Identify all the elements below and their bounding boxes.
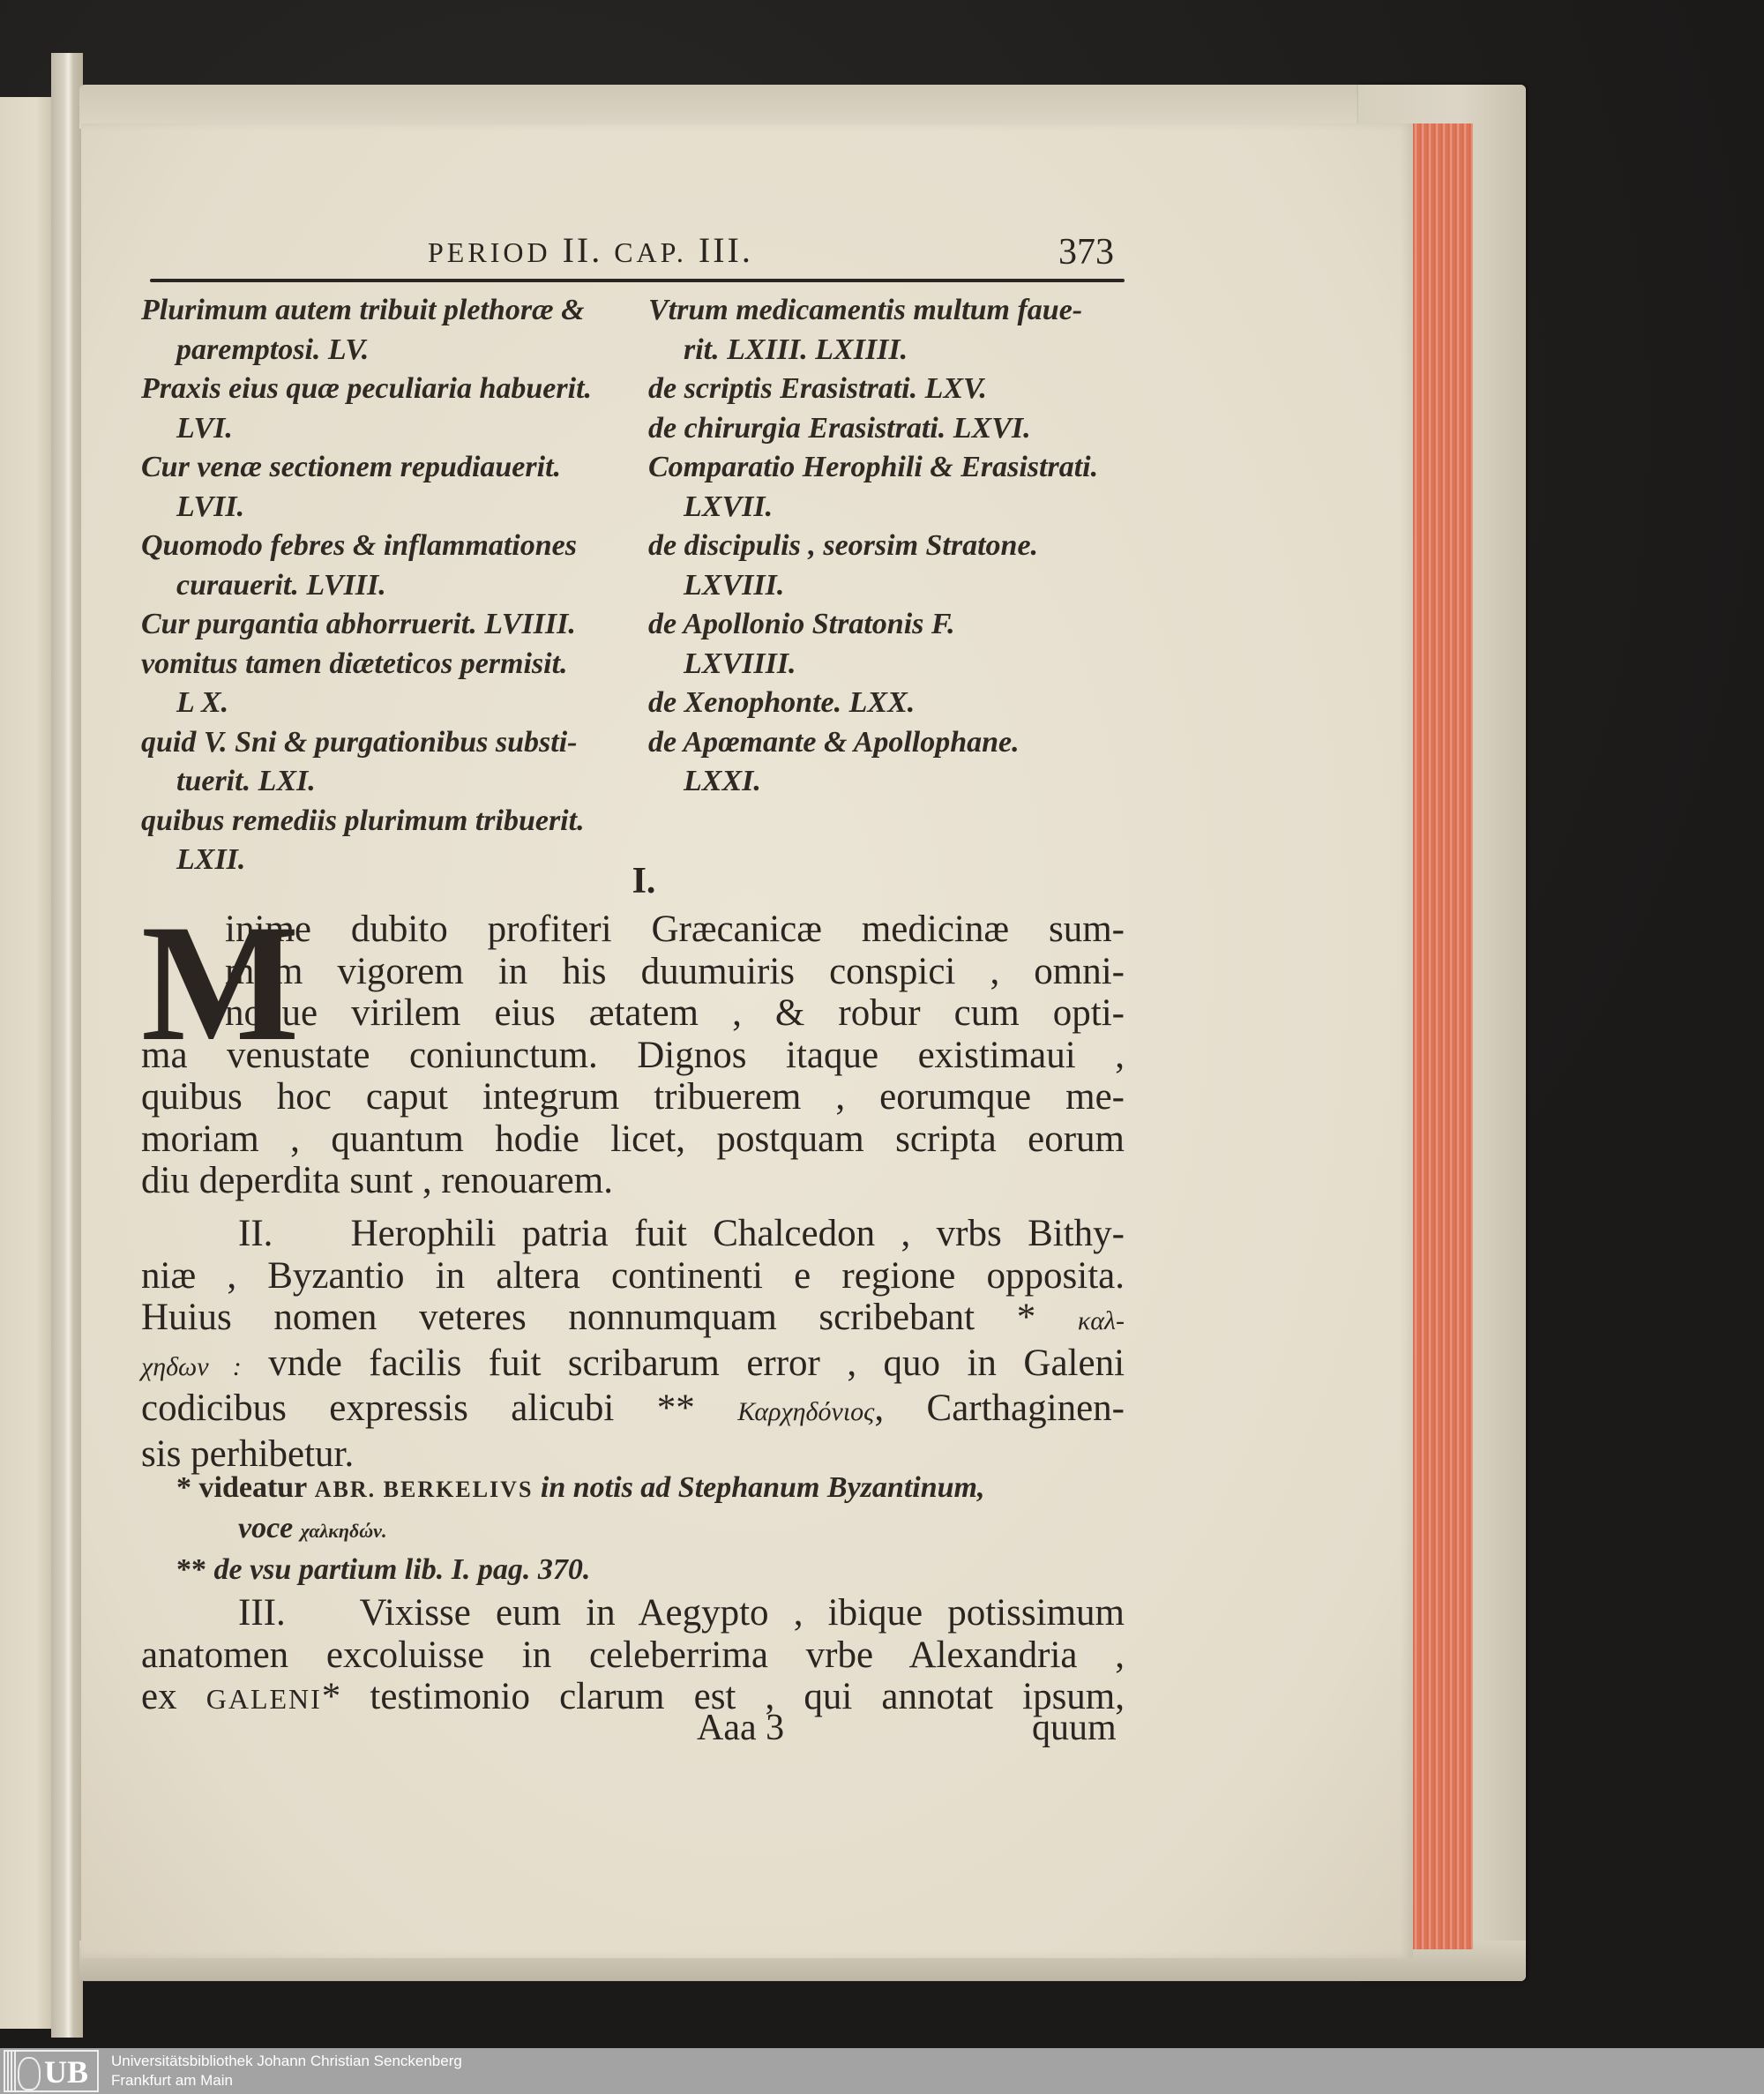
running-head-period: PERIOD: [428, 236, 551, 268]
text-span: Herophili patria fuit Chalcedon , vrbs Bithy-: [350, 1213, 1125, 1254]
contents-line: LXVIIII.: [684, 647, 796, 680]
contents-line: de scriptis Erasistrati. LXV.: [648, 372, 987, 405]
footnote-mark: **: [176, 1553, 206, 1586]
header-rule: [150, 279, 1125, 282]
contents-line: Plurimum autem tribuit plethoræ &: [141, 294, 585, 326]
contents-line: de Apœmante & Apollophane.: [648, 725, 1020, 759]
contents-line: Cur purgantia abhorruerit. LVIIII.: [141, 608, 576, 640]
text-span: * testimonio clarum est , qui annotat ipsum,: [321, 1676, 1125, 1717]
paragraph-1: [141, 891, 1125, 1202]
contents-line: curauerit. LVIII.: [176, 568, 386, 602]
contents-line: rit. LXIII. LXIIII.: [684, 333, 908, 366]
greek-word: χαλκηδών.: [300, 1520, 387, 1542]
text-line: anatomen excoluisse in celeberrima vrbe Alexandria ,: [141, 1634, 1125, 1676]
contents-line: tuerit. LXI.: [176, 765, 316, 797]
contents-line: LVII.: [176, 490, 245, 523]
contents-line: LXXI.: [684, 765, 761, 797]
text-line: moriam , quantum hodie licet, postquam scripta eorum: [141, 1118, 1125, 1160]
library-name: Universitätsbibliothek Johann Christian Senckenberg: [111, 2053, 462, 2069]
page-number: 373: [1058, 232, 1114, 273]
contents-line: de Apollonio Stratonis F.: [648, 608, 955, 640]
contents-entry: [648, 291, 1129, 370]
contents-line: LXII.: [176, 843, 246, 876]
contents-entry: [141, 605, 631, 645]
text-span: videatur: [198, 1471, 308, 1504]
contents-line: vomitus tamen diæteticos permisit.: [141, 647, 568, 680]
drop-cap: M: [141, 891, 300, 1076]
contents-entry: [141, 527, 631, 605]
contents-entry: [648, 409, 1129, 449]
author-name: ABR. BERKELIVS: [314, 1477, 534, 1502]
running-head: [428, 229, 753, 271]
contents-entry: [648, 684, 1129, 723]
contents-line: L X.: [176, 686, 229, 719]
paragraph-2: [141, 1213, 1125, 1475]
contents-line: de discipulis , seorsim Stratone.: [648, 529, 1039, 562]
footnote-2: [176, 1551, 984, 1589]
contents-entry: [648, 448, 1129, 527]
text-line: quibus hoc caput integrum tribuerem , eorumque me-: [141, 1076, 1125, 1118]
text-span: , Carthaginen-: [874, 1387, 1125, 1429]
ub-logo: [4, 2050, 99, 2092]
text-line: inime dubito profiteri Græcanicæ medicinæ sum-: [225, 909, 1125, 950]
contents-entry: [648, 527, 1129, 605]
contents-entry: [141, 645, 631, 723]
text-span: voce: [238, 1512, 294, 1544]
contents-line: de chirurgia Erasistrati. LXVI.: [648, 411, 1031, 445]
contents-line: de Xenophonte. LXX.: [648, 686, 916, 719]
text-span: in notis ad Stephanum Byzantinum,: [540, 1471, 985, 1504]
logo-text: UB: [44, 2054, 89, 2090]
contents-right-column: [648, 291, 1129, 802]
text-line: mum vigorem in his duumuiris conspici , omni-: [225, 950, 1125, 992]
contents-entry: [141, 370, 631, 448]
contents-line: paremptosi. LV.: [176, 333, 370, 366]
greek-word: Καρχηδόνιος: [737, 1397, 875, 1426]
contents-line: quibus remediis plurimum tribuerit.: [141, 804, 585, 837]
running-head-cap-number: III.: [698, 230, 753, 270]
running-head-cap: CAP.: [614, 236, 687, 268]
section-number: I.: [632, 861, 656, 901]
contents-line: Praxis eius quæ peculiaria habuerit.: [141, 372, 593, 405]
text-line: sis perhibetur.: [141, 1432, 355, 1475]
text-span: codicibus expressis alicubi **: [141, 1387, 695, 1429]
paragraph-number: II.: [238, 1213, 273, 1254]
text-line: [141, 1676, 1125, 1721]
contents-line: LXVIII.: [684, 568, 785, 602]
contents-line: quid V. Sni & purgationibus substi-: [141, 725, 578, 759]
text-line: ma venustate coniunctum. Dignos itaque existimaui ,: [141, 1034, 1125, 1076]
catchword: quum: [1032, 1708, 1117, 1748]
paragraph-number: III.: [238, 1592, 286, 1634]
text-span: Huius nomen veteres nonnumquam scribebant *: [141, 1297, 1036, 1338]
contents-entry: [141, 448, 631, 527]
text-span: de vsu partium lib. I. pag. 370.: [213, 1553, 591, 1586]
running-head-period-number: II.: [562, 230, 603, 270]
text-line: diu deperdita sunt , renouarem.: [141, 1160, 613, 1201]
contents-entry: [141, 723, 631, 802]
contents-entry: [648, 605, 1129, 684]
author-name: GALENI: [206, 1683, 322, 1715]
text-line: [141, 1342, 1125, 1388]
contents-entry: [648, 370, 1129, 409]
contents-entry: [141, 291, 631, 370]
text-span: vnde facilis fuit scribarum error , quo in Galeni: [268, 1342, 1125, 1384]
text-line: niæ , Byzantio in altera continenti e regione opposita.: [141, 1254, 1125, 1297]
library-location: Frankfurt am Main: [111, 2072, 233, 2089]
logo-bars-icon: [4, 2052, 16, 2090]
contents-line: Comparatio Herophili & Erasistrati.: [648, 451, 1099, 483]
contents-entry: [648, 723, 1129, 802]
greek-word: καλ-: [1077, 1306, 1125, 1335]
text-line: [141, 1387, 1125, 1433]
footnote-1-continued: [176, 1509, 984, 1551]
text-line: [141, 1297, 1125, 1342]
footnote-mark: *: [176, 1471, 191, 1504]
text-span: ex: [141, 1676, 177, 1717]
footnotes: [176, 1469, 984, 1589]
contents-line: LVI.: [176, 411, 233, 445]
contents-line: Cur venæ sectionem repudiauerit.: [141, 451, 562, 483]
paragraph-3: [141, 1592, 1125, 1721]
signature-mark: Aaa 3: [697, 1708, 785, 1748]
text-line: [141, 1213, 1125, 1255]
text-span: Vixisse eum in Aegypto , ibique potissimum: [359, 1592, 1125, 1634]
contents-line: Quomodo febres & inflammationes: [141, 529, 577, 562]
greek-word: χηδων :: [141, 1351, 242, 1381]
text-line: [141, 1592, 1125, 1634]
text-line: noque virilem eius ætatem , & robur cum opti-: [225, 992, 1125, 1034]
contents-left-column: [141, 291, 631, 880]
portrait-icon: [18, 2057, 41, 2090]
footnote-1: [176, 1469, 984, 1509]
contents-line: Vtrum medicamentis multum faue-: [648, 294, 1083, 326]
contents-line: LXVII.: [684, 490, 774, 523]
